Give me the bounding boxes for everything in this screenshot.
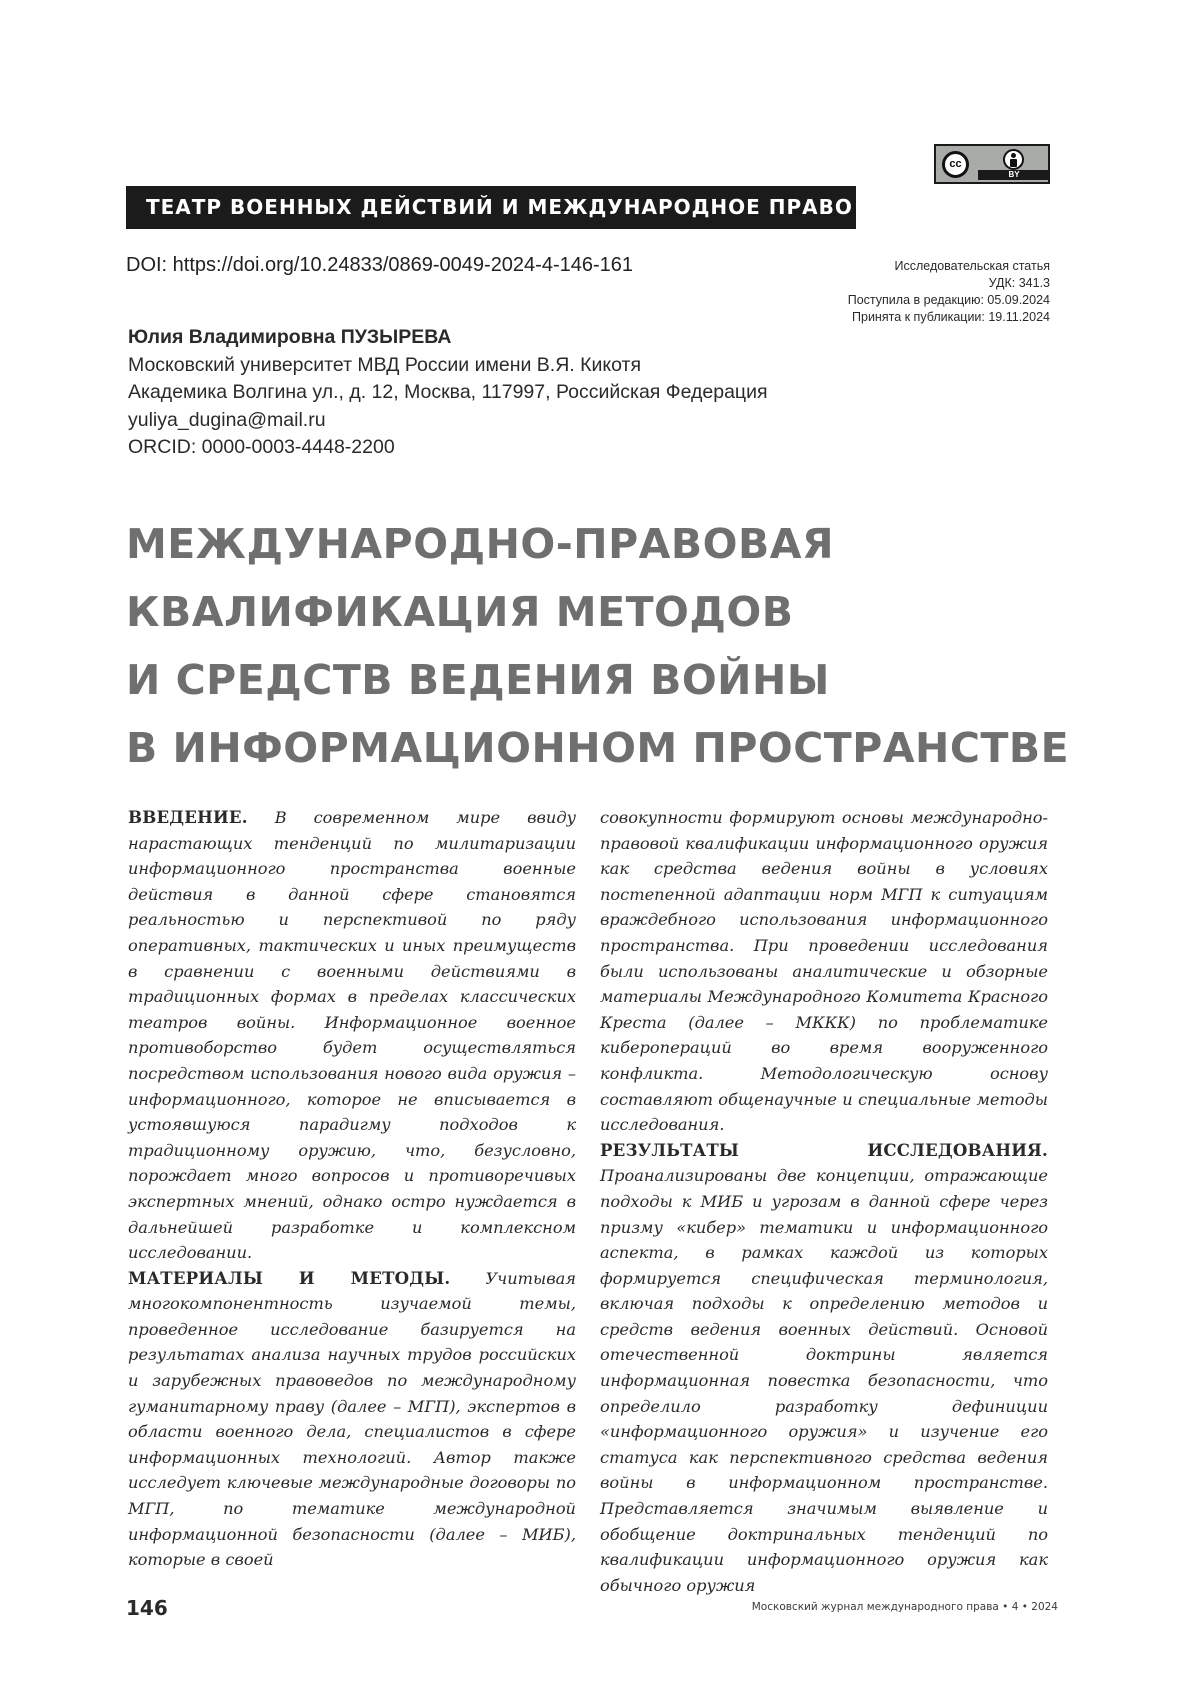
results-paragraph	[600, 1138, 1048, 1599]
author-email[interactable]: yuliya_dugina@mail.ru	[128, 407, 768, 435]
methods-heading: МАТЕРИАЛЫ И МЕТОДЫ.	[128, 1268, 450, 1288]
abstract-column-left	[128, 805, 576, 1573]
attribution-person-icon	[1003, 149, 1024, 170]
attribution-panel	[978, 146, 1050, 182]
article-meta	[848, 258, 1050, 326]
author-name: Юлия Владимировна ПУЗЫРЕВА	[128, 324, 768, 352]
doi-link[interactable]: DOI: https://doi.org/10.24833/0869-0049-2024-4-146-161	[126, 254, 633, 277]
results-heading: РЕЗУЛЬТАТЫ ИССЛЕДОВАНИЯ.	[600, 1140, 1048, 1160]
title-line: И СРЕДСТВ ВЕДЕНИЯ ВОЙНЫ	[126, 646, 1069, 714]
intro-text: В современном мире ввиду нарастающих тенденций по милитаризации информационного пространства военные действия в данной сфере становятся реальностью и перспективой по ряду оперативных, тактических и иных преимуществ в сравнении с военными действиями в традиционных формах в пределах классических театров войны. Информационное военное противоборство будет осуществляться посредством использования нового вида оружия – информационного, которое не вписывается в устоявшуюся парадигму подходов к традиционному оружию, что, безусловно, порождает много вопросов и противоречивых экспертных мнений, однако остро нуждается в дальнейшей разработке и комплексном исследовании.	[128, 808, 576, 1262]
intro-heading: ВВЕДЕНИЕ.	[128, 807, 248, 827]
page-number: 146	[126, 1596, 168, 1620]
creative-commons-icon: cc	[942, 151, 969, 178]
methods-text-continued: совокупности формируют основы международно-правовой квалификации информационного оружия как средства ведения войны в условиях постепенной адаптации норм МГП к ситуациям враждебного использования информационного пространства. При проведении исследования были использованы аналитические и обзорные материалы Международного Комитета Красного Креста (далее – МККК) по проблематике киберопераций во время вооруженного конфликта. Методологическую основу составляют общенаучные и специальные методы исследования.	[600, 808, 1048, 1134]
accepted-date: Принята к публикации: 19.11.2024	[848, 309, 1050, 326]
article-type: Исследовательская статья	[848, 258, 1050, 275]
section-banner: ТЕАТР ВОЕННЫХ ДЕЙСТВИЙ И МЕЖДУНАРОДНОЕ ПРАВО	[126, 186, 856, 229]
author-affiliation: Московский университет МВД России имени В.Я. Кикотя	[128, 352, 768, 380]
methods-paragraph	[128, 1266, 576, 1573]
author-block	[128, 324, 768, 462]
author-orcid[interactable]: ORCID: 0000-0003-4448-2200	[128, 434, 768, 462]
title-line: МЕЖДУНАРОДНО-ПРАВОВАЯ	[126, 510, 1069, 578]
article-page	[0, 0, 1200, 1697]
udk: УДК: 341.3	[848, 275, 1050, 292]
title-line: КВАЛИФИКАЦИЯ МЕТОДОВ	[126, 578, 1069, 646]
title-line: В ИНФОРМАЦИОННОМ ПРОСТРАНСТВЕ	[126, 714, 1069, 782]
journal-footer: Московский журнал международного права • 4 • 2024	[752, 1601, 1058, 1613]
article-title	[126, 510, 1069, 782]
author-address: Академика Волгина ул., д. 12, Москва, 117997, Российская Федерация	[128, 379, 768, 407]
methods-text: Учитывая многокомпонентность изучаемой темы, проведенное исследование базируется на результатах анализа научных трудов российских и зарубежных правоведов по международному гуманитарному праву (далее – МГП), экспертов в области военного дела, специалистов в сфере информационных технологий. Автор также исследует ключевые международные договоры по МГП, по тематике международной информационной безопасности (далее – МИБ), которые в своей	[128, 1269, 576, 1570]
intro-paragraph	[128, 805, 576, 1266]
by-label: BY	[978, 170, 1050, 180]
results-text: Проанализированы две концепции, отражающие подходы к МИБ и угрозам в данной сфере через призму «кибер» тематики и информационного аспекта, в рамках каждой из которых формируется специфическая терминология, включая подходы к определению методов и средств ведения военных действий. Основой отечественной доктрины является информационная повестка безопасности, что определило разработку дефиниции «информационного оружия» и изучение его статуса как перспективного средства ведения войны в информационном пространстве. Представляется значимым выявление и обобщение доктринальных тенденций по квалификации информационного оружия как обычного оружия	[600, 1166, 1048, 1595]
abstract-column-right	[600, 805, 1048, 1598]
received-date: Поступила в редакцию: 05.09.2024	[848, 292, 1050, 309]
cc-by-license-badge[interactable]	[934, 144, 1050, 184]
methods-continuation	[600, 805, 1048, 1138]
